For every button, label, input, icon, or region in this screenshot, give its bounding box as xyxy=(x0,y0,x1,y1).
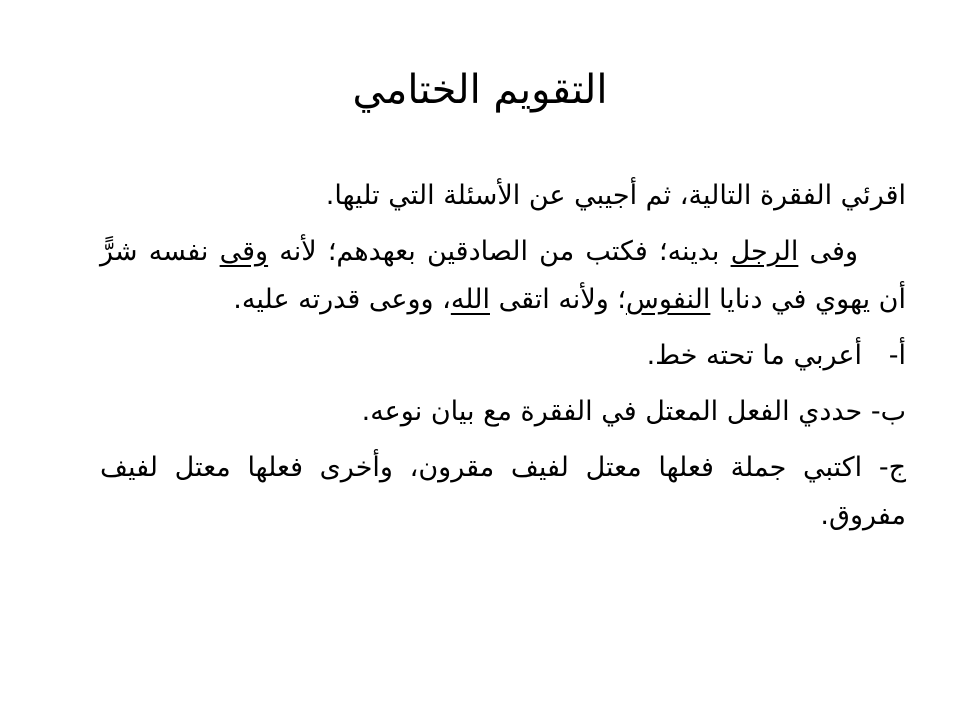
underlined-word: وقى xyxy=(219,236,269,267)
slide-title: التقويم الختامي xyxy=(352,67,608,113)
underlined-word: النفوس xyxy=(625,284,711,315)
question-letter: ج- xyxy=(878,452,906,483)
underlined-word: الرجل xyxy=(730,236,799,267)
passage-text: وفى xyxy=(798,236,858,267)
question-text: أعربي ما تحته خط. xyxy=(646,340,862,371)
slide-content xyxy=(100,172,906,548)
underlined-word: الله xyxy=(450,284,490,315)
passage-text: بدينه؛ فكتب من الصادقين بعهدهم؛ لأنه xyxy=(268,236,731,267)
instruction-text: اقرئي الفقرة التالية، ثم أجيبي عن الأسئلة التي تليها. xyxy=(325,180,906,211)
passage-text: ؛ ولأنه اتقى xyxy=(489,284,626,315)
question-a xyxy=(100,332,906,380)
question-text: اكتبي جملة فعلها معتل لفيف مقرون، وأخرى فعلها معتل لفيف مفروق. xyxy=(100,452,906,531)
question-b xyxy=(100,388,906,436)
passage-text: ، ووعى قدرته عليه. xyxy=(233,284,451,315)
question-letter: أ- xyxy=(888,340,906,371)
question-text: حددي الفعل المعتل في الفقرة مع بيان نوعه. xyxy=(361,396,863,427)
question-letter: ب- xyxy=(870,396,906,427)
passage-text: نفسه شرًّ أن يهوي في دنايا xyxy=(100,236,906,315)
passage-paragraph xyxy=(100,228,906,324)
question-c xyxy=(100,444,906,540)
